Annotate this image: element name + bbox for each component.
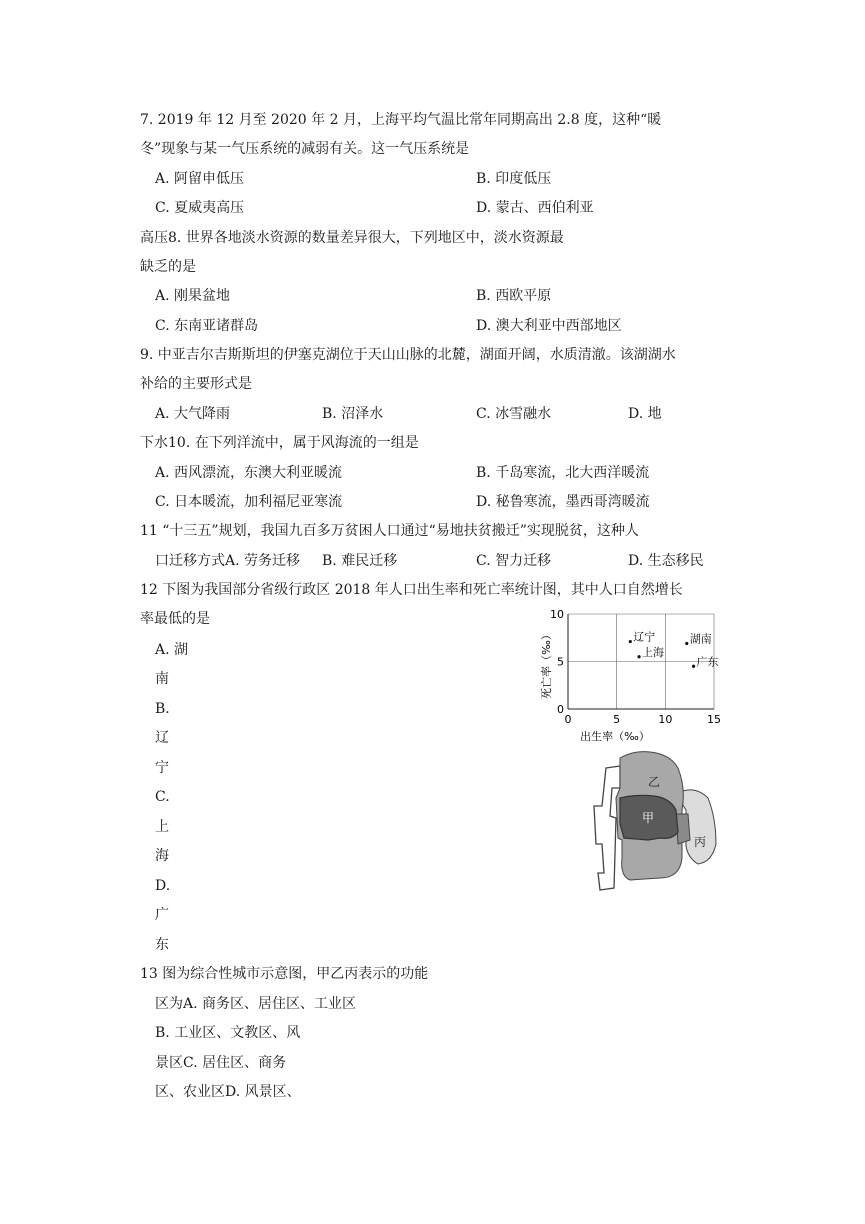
q10-option-b: B. 千岛寒流，北大西洋暖流 <box>476 465 650 481</box>
chart-point-辽宁 <box>629 640 632 643</box>
chart-y-tick-label: 0 <box>557 703 564 716</box>
q12-vertical-1: 南 <box>155 671 169 687</box>
chart-x-tick-label: 5 <box>613 713 621 726</box>
q12-vertical-10: 东 <box>155 937 169 953</box>
q10-option-c: C. 日本暖流，加利福尼亚寒流 <box>155 494 343 510</box>
q8-option-a: A. 刚果盆地 <box>155 288 231 304</box>
map-outline-left <box>594 766 620 890</box>
q9-option-d: D. 地 <box>628 406 662 422</box>
q12-vertical-3: 辽 <box>155 730 169 746</box>
q9-option-b: B. 沼泽水 <box>322 406 384 422</box>
q12-vertical-0: A. 湖 <box>155 642 189 658</box>
q12-vertical-9: 广 <box>155 907 169 923</box>
q12-vertical-8: D. <box>155 878 171 894</box>
chart-x-tick-label: 15 <box>707 713 721 726</box>
q9-stem-line2: 补给的主要形式是 <box>140 376 252 392</box>
chart-point-上海 <box>637 655 640 658</box>
q13-line-3: 景区C. 居住区、商务 <box>155 1055 287 1071</box>
q12-stem-line2: 率最低的是 <box>140 611 210 627</box>
q12-vertical-7: 海 <box>155 848 169 864</box>
chart-point-湖南 <box>685 642 688 645</box>
q13-line-1: 区为A. 商务区、居住区、工业区 <box>155 996 357 1012</box>
q11-option-d: D. 生态移民 <box>628 553 704 569</box>
chart-y-tick-label: 10 <box>550 608 564 621</box>
chart-x-tick-label: 10 <box>658 713 673 726</box>
map-label-bing: 丙 <box>694 835 707 849</box>
q7-option-a: A. 阿留申低压 <box>155 171 245 187</box>
q7-stem-line1: 7. 2019 年 12 月至 2020 年 2 月，上海平均气温比常年同期高出 2.8 度，这种“暖 <box>140 112 662 128</box>
q8-stem-line2: 缺乏的是 <box>140 259 196 275</box>
q12-vertical-2: B. <box>155 701 170 717</box>
chart-y-axis-label: 死亡率（‰） <box>540 629 553 699</box>
q7-option-d: D. 蒙古、西伯利亚 <box>476 200 594 216</box>
q12-vertical-5: C. <box>155 789 170 805</box>
q9-option-c: C. 冰雪融水 <box>476 406 552 422</box>
chart-x-tick-label: 0 <box>564 713 572 726</box>
map-label-yi: 乙 <box>648 775 661 789</box>
chart-ticks <box>550 608 721 726</box>
q10-option-d: D. 秘鲁寒流，墨西哥湾暖流 <box>476 494 650 510</box>
q8-option-b: B. 西欧平原 <box>476 288 552 304</box>
q13-line-4: 区、农业区D. 风景区、 <box>155 1084 301 1100</box>
q12-stem-line1: 12 下图为我国部分省级行政区 2018 年人口出生率和死亡率统计图，其中人口自然增长 <box>140 582 683 598</box>
q7-option-c: C. 夏威夷高压 <box>155 200 245 216</box>
chart-point-广东 <box>692 665 695 668</box>
city-function-map <box>590 748 720 896</box>
q9-option-a: A. 大气降雨 <box>155 406 231 422</box>
q8-option-d: D. 澳大利亚中西部地区 <box>476 318 622 334</box>
q10-option-a: A. 西风漂流，东澳大利亚暖流 <box>155 465 343 481</box>
birth-death-rate-chart <box>530 604 730 749</box>
q9-stem-line1: 9. 中亚吉尔吉斯斯坦的伊塞克湖位于天山山脉的北麓，湖面开阔，水质清澈。该湖湖水 <box>140 347 676 363</box>
q11-stem-line2: 口迁移方式A. 劳务迁移 <box>155 553 301 569</box>
chart-point-label: 广东 <box>696 655 719 669</box>
q7-option-b: B. 印度低压 <box>476 171 552 187</box>
q13-line-0: 13 图为综合性城市示意图，甲乙丙表示的功能 <box>140 966 429 982</box>
q11-stem-line1: 11 “十三五”规划，我国九百多万贫困人口通过“易地扶贫搬迁”实现脱贫，这种人 <box>140 523 639 539</box>
chart-grid <box>568 614 714 709</box>
chart-point-label: 上海 <box>642 645 665 659</box>
q8-option-c: C. 东南亚诸群岛 <box>155 318 259 334</box>
chart-y-tick-label: 5 <box>557 655 564 669</box>
q10-stem-line1: 下水10. 在下列洋流中，属于风海流的一组是 <box>140 435 419 451</box>
q12-vertical-6: 上 <box>155 819 169 835</box>
q12-vertical-4: 宁 <box>155 760 169 776</box>
chart-point-label: 辽宁 <box>633 630 656 644</box>
chart-point-label: 湖南 <box>689 632 712 646</box>
q8-stem-line1: 高压8. 世界各地淡水资源的数量差异很大，下列地区中，淡水资源最 <box>140 230 564 246</box>
chart-x-axis-label: 出生率（‰） <box>580 730 650 743</box>
q11-option-c: C. 智力迁移 <box>476 553 552 569</box>
q11-option-b: B. 难民迁移 <box>322 553 398 569</box>
map-label-jia: 甲 <box>642 811 655 825</box>
q7-stem-line2: 冬”现象与某一气压系统的减弱有关。这一气压系统是 <box>140 141 470 157</box>
q13-line-2: B. 工业区、文教区、风 <box>155 1025 301 1041</box>
chart-points <box>629 631 719 669</box>
